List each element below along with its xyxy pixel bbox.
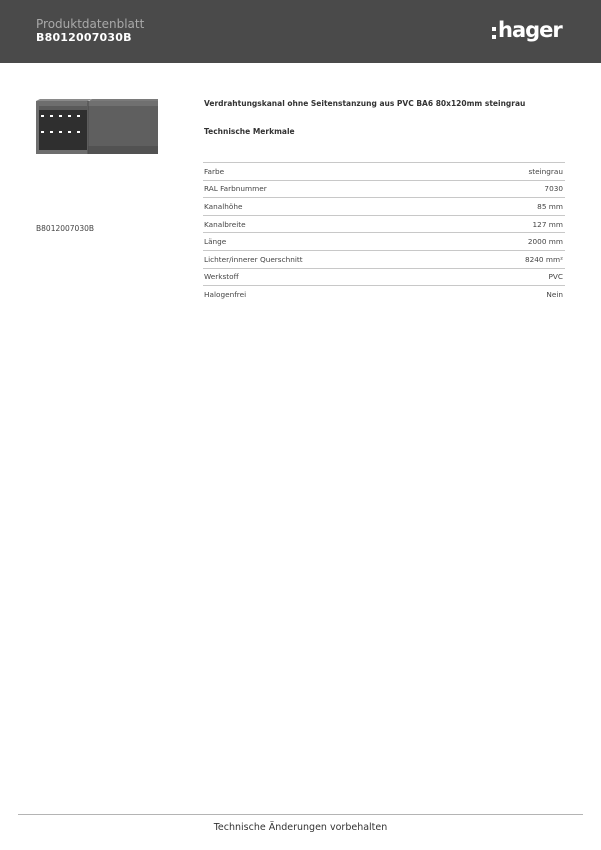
spec-label: Halogenfrei	[204, 290, 247, 300]
hager-logo	[492, 17, 562, 43]
spec-value: 7030	[544, 184, 563, 194]
spec-label: Kanalhöhe	[204, 201, 243, 211]
spec-value: 127 mm	[532, 219, 563, 229]
technical-features-heading: Technische Merkmale	[204, 127, 295, 136]
spec-row-halogen-free	[203, 286, 565, 304]
spec-value: 2000 mm	[527, 237, 563, 247]
spec-value: 8240 mm²	[524, 254, 563, 264]
logo-colon-mark	[492, 27, 496, 39]
spec-label: RAL Farbnummer	[204, 184, 267, 194]
spec-row-length	[203, 233, 565, 251]
footer-disclaimer: Technische Änderungen vorbehalten	[213, 822, 388, 833]
spec-label: Kanalbreite	[204, 219, 246, 229]
document-number: B8012007030B	[36, 31, 132, 44]
document-type-label: Produktdatenblatt	[36, 17, 145, 31]
spec-row-color	[203, 163, 565, 181]
cable-duct-image	[36, 98, 158, 156]
spec-value: PVC	[548, 272, 563, 282]
spec-label: Lichter/innerer Querschnitt	[204, 254, 303, 264]
spec-value: Nein	[546, 290, 563, 300]
spec-value: steingrau	[528, 166, 563, 176]
spec-row-material	[203, 269, 565, 287]
technical-specs-table	[203, 162, 565, 304]
product-title: Verdrahtungskanal ohne Seitenstanzung aus PVC BA6 80x120mm steingrau	[204, 99, 526, 108]
spec-row-ral	[203, 181, 565, 199]
page-header	[0, 0, 601, 63]
spec-label: Länge	[204, 237, 227, 247]
footer-divider	[18, 814, 583, 815]
article-number: B8012007030B	[36, 224, 95, 233]
spec-row-cross-section	[203, 251, 565, 269]
spec-value: 85 mm	[537, 201, 563, 211]
spec-label: Werkstoff	[204, 272, 239, 282]
spec-label: Farbe	[204, 166, 225, 176]
spec-row-width	[203, 216, 565, 234]
logo-wordmark: hager	[498, 18, 562, 42]
spec-row-height	[203, 198, 565, 216]
